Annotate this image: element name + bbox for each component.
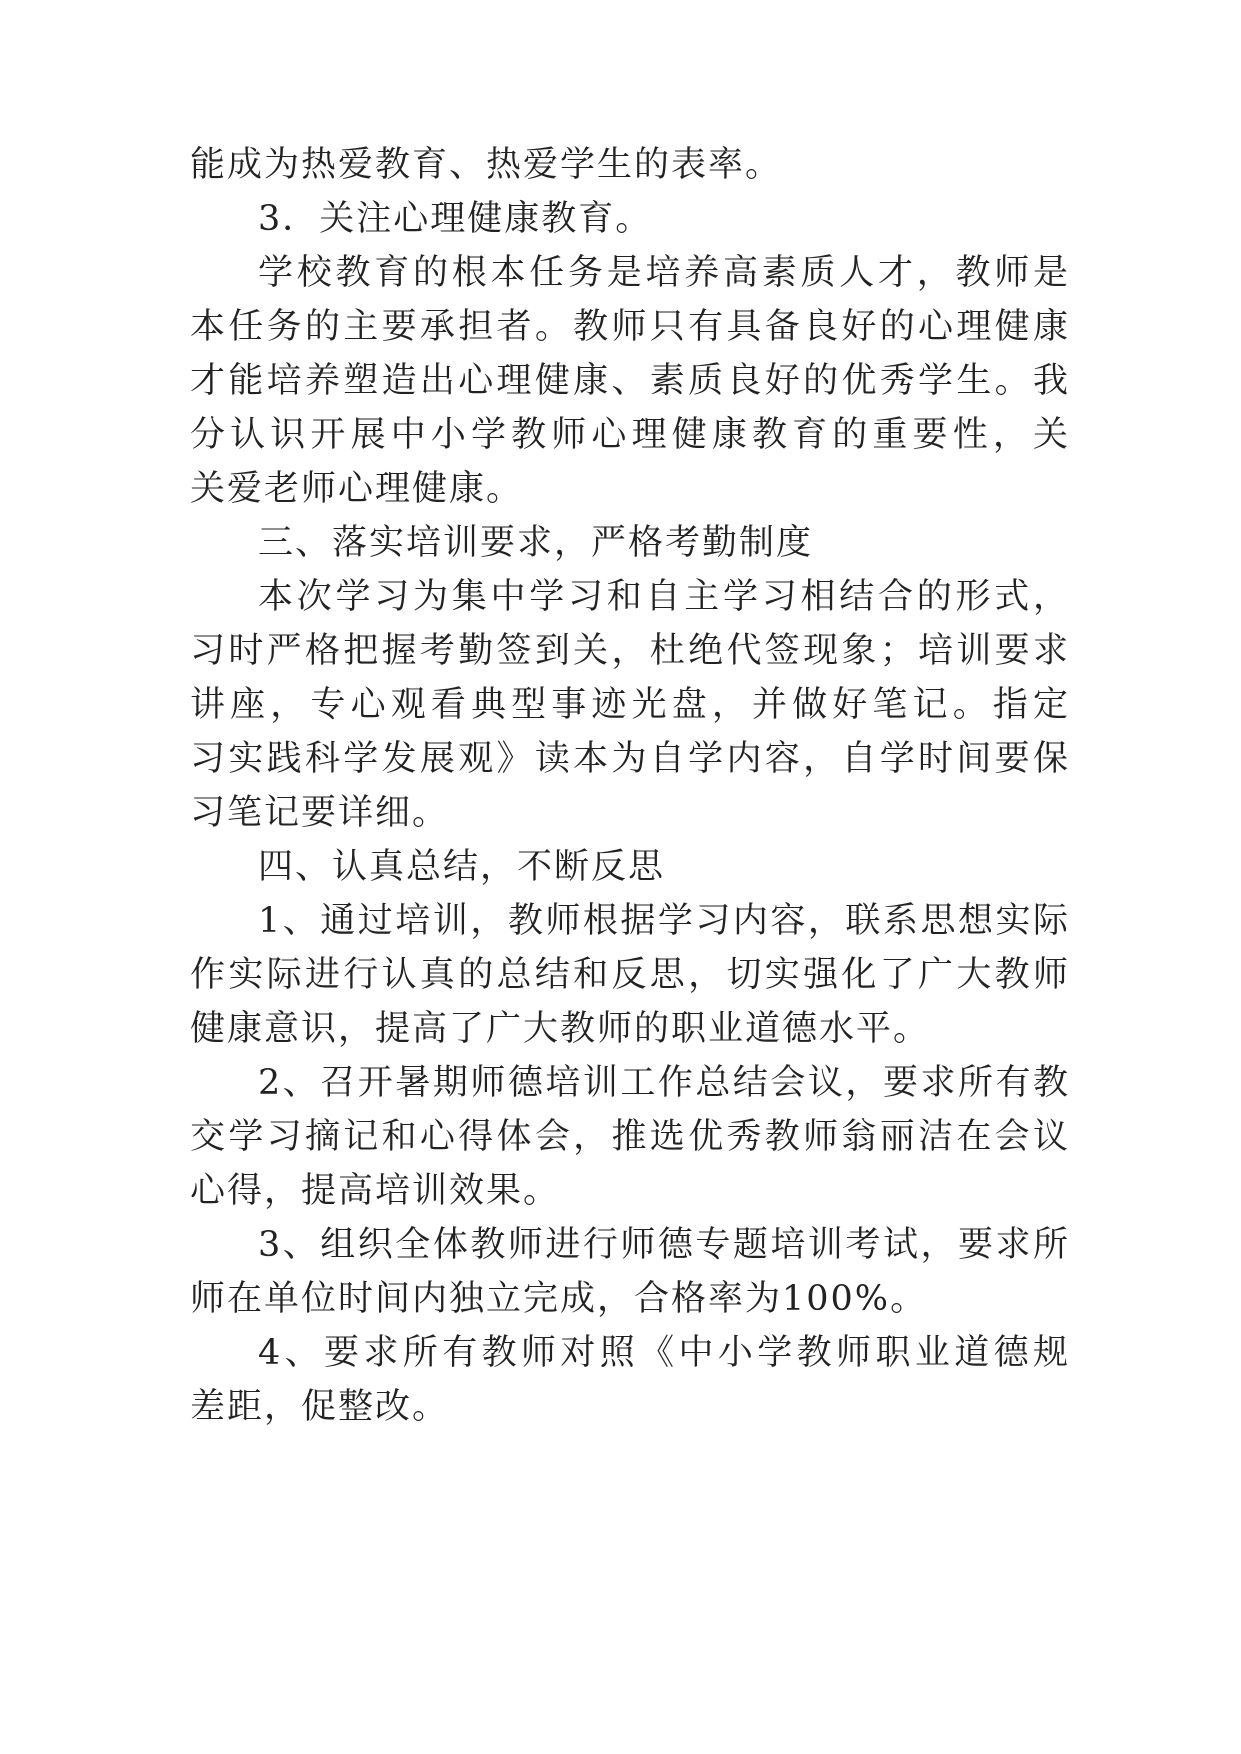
text-line: 师在单位时间内独立完成，合格率为100%。 [190,1279,928,1319]
text-line: 本次学习为集中学习和自主学习相结合的形式， [258,577,1070,617]
text-line: 3．关注心理健康教育。 [258,199,653,239]
text-line: 4、要求所有教师对照《中小学教师职业道德规 [258,1333,1070,1373]
section-heading: 四、认真总结，不断反思 [258,847,666,887]
text-line: 本任务的主要承担者。教师只有具备良好的心理健康 [190,307,1070,347]
text-line: 关爱老师心理健康。 [190,469,524,509]
text-line: 3、组织全体教师进行师德专题培训考试，要求所 [258,1225,1070,1265]
text-line: 才能培养塑造出心理健康、素质良好的优秀学生。我 [190,361,1070,401]
text-line: 交学习摘记和心得体会，推选优秀教师翁丽洁在会议 [190,1117,1070,1157]
text-line: 习时严格把握考勤签到关，杜绝代签现象；培训要求 [190,631,1070,671]
text-line: 学校教育的根本任务是培养高素质人才，教师是 [258,253,1070,293]
text-line: 心得，提高培训效果。 [190,1171,561,1211]
text-line: 习实践科学发展观》读本为自学内容，自学时间要保 [190,739,1070,779]
text-line: 差距，促整改。 [190,1387,450,1427]
text-line: 健康意识，提高了广大教师的职业道德水平。 [190,1009,931,1049]
text-line: 习笔记要详细。 [190,793,450,833]
text-line: 作实际进行认真的总结和反思，切实强化了广大教师 [190,955,1070,995]
text-line: 能成为热爱教育、热爱学生的表率。 [190,145,783,185]
text-line: 1、通过培训，教师根据学习内容，联系思想实际 [258,901,1070,941]
text-line: 2、召开暑期师德培训工作总结会议，要求所有教 [258,1063,1070,1103]
text-line: 讲座，专心观看典型事迹光盘，并做好笔记。指定 [190,685,1070,725]
section-heading: 三、落实培训要求，严格考勤制度 [258,523,814,563]
text-line: 分认识开展中小学教师心理健康教育的重要性，关 [190,415,1070,455]
